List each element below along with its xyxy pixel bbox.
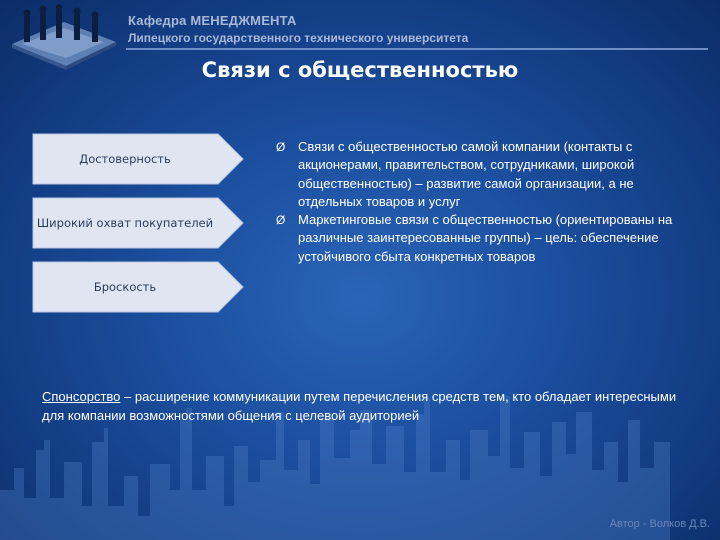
bullet-list	[272, 138, 692, 266]
sponsorship-text: – расширение коммуникации путем перечисления средств тем, кто обладает интересными для компании возможностями общения с целевой аудиторией	[42, 389, 677, 423]
bullet-text: Маркетинговые связи с общественностью (ориентированы на различные заинтересованные группы) – цель: обеспечение устойчивого сбыта конкретных товаров	[298, 212, 673, 264]
slide-title: Связи с общественностью	[201, 58, 519, 82]
university-name: Липецкого государственного технического университета	[128, 31, 469, 45]
author-credit: Автор - Волков Д.В.	[609, 518, 710, 530]
arrow-label: Достоверность	[79, 152, 171, 166]
arrow-bullet-icon: Ø	[276, 213, 286, 228]
arrow-bullet-icon: Ø	[276, 140, 286, 154]
bullet-text: Связи с общественностью самой компании (контакты с акционерами, правительством, сотрудниками, широкой общественностью) – развитие самой организации, а не отдельных товаров и услуг	[298, 139, 635, 209]
arrow-label: Широкий охват покупателей	[36, 216, 214, 230]
list-item	[272, 211, 692, 266]
arrow-label: Броскость	[93, 280, 157, 294]
header-divider	[126, 48, 708, 50]
list-item	[272, 138, 692, 211]
arrow-shape-catchiness	[32, 261, 244, 313]
sponsorship-definition	[42, 388, 682, 425]
department-name: Кафедра МЕНЕДЖМЕНТА	[128, 13, 297, 28]
arrow-shape-reliability	[32, 133, 244, 185]
arrow-shape-wide-reach	[32, 197, 244, 249]
sponsorship-term: Спонсорство	[42, 389, 121, 404]
